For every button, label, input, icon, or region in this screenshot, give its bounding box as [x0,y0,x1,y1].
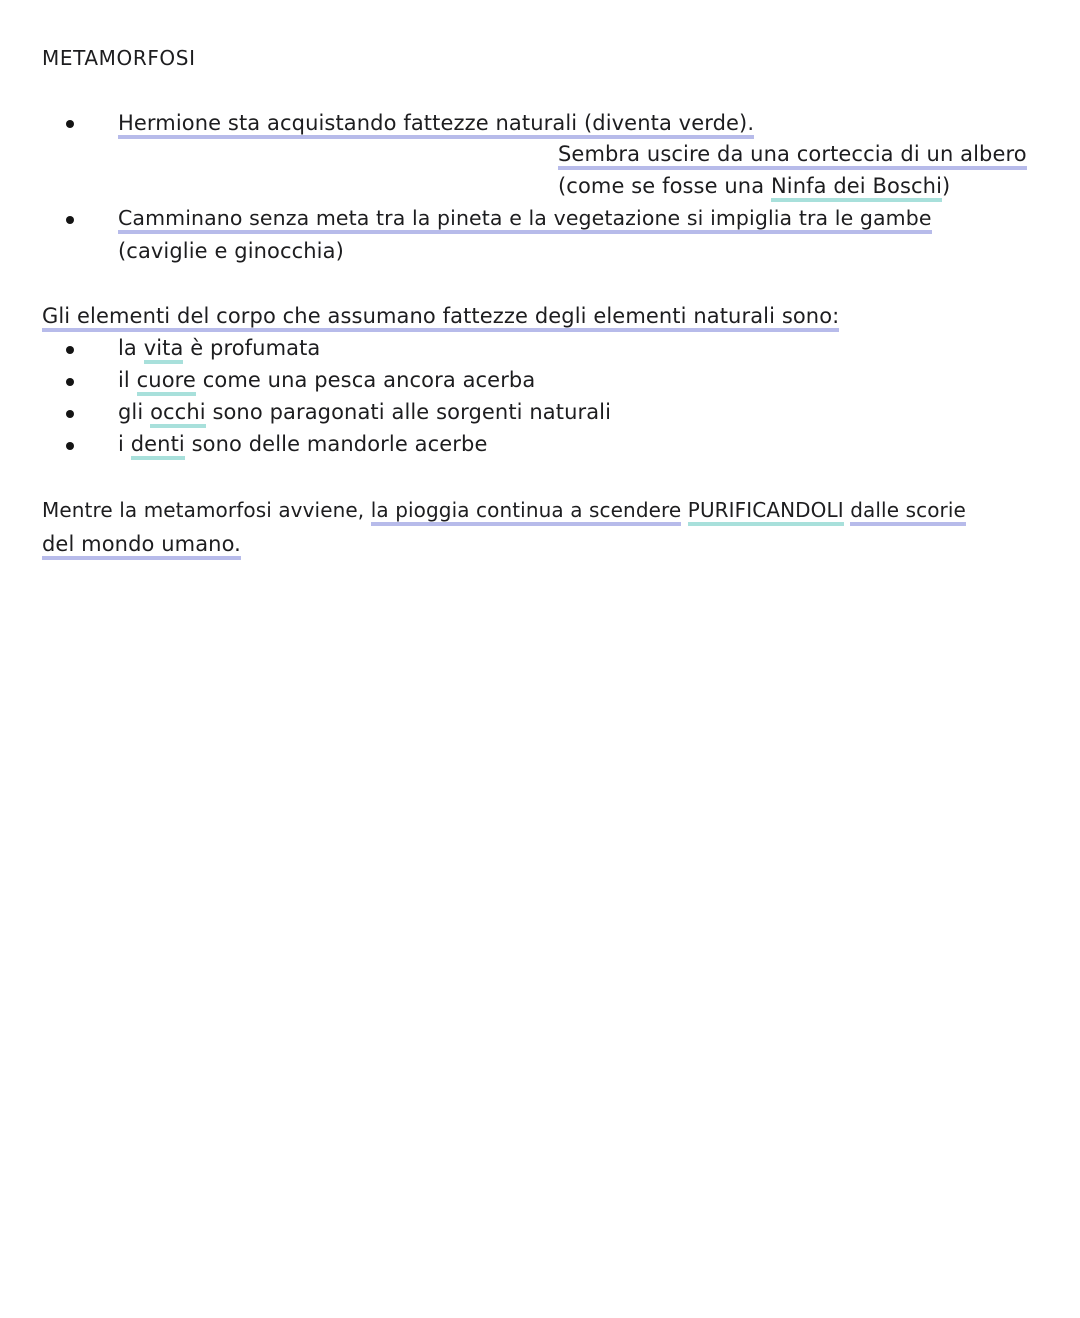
bullet-2-line-2 [118,237,344,265]
list-item-pre: il [118,368,137,392]
bullet-1-line-3 [558,172,950,200]
page-title: METAMORFOSI [42,46,196,70]
bullet-dot [66,346,74,354]
list-item-highlight: occhi [150,400,206,428]
closing-highlight-rain: la pioggia continua a scendere [371,498,682,526]
list-item [118,430,487,458]
bullet-2-line-2-text: (caviglie e ginocchia) [118,239,344,263]
closing-pre: Mentre la metamorfosi avviene, [42,498,371,522]
bullet-dot [66,442,74,450]
bullet-2-text: Camminano senza meta tra la pineta e la vegetazione si impiglia tra le gambe [118,206,932,234]
bullet-dot [66,120,74,128]
list-item-pre: gli [118,400,151,424]
bullet-1-text: Hermione sta acquistando fattezze naturali (diventa verde). [118,111,754,139]
bullet-1-line-3-highlight: Ninfa dei Boschi [771,174,942,202]
list-item-post: è profumata [183,336,321,360]
closing-space [681,498,687,522]
bullet-dot [66,378,74,386]
closing-paragraph-line-1 [42,496,966,524]
list-item-post: come una pesca ancora acerba [195,368,536,392]
list-item [118,334,320,362]
closing-highlight-purifying: PURIFICANDOLI [688,498,844,526]
list-item-highlight: cuore [137,368,196,396]
list-item-highlight: vita [144,336,184,364]
bullet-1-line-2 [558,140,1027,168]
list-item-pre: la [118,336,144,360]
list-item-highlight: denti [131,432,185,460]
bullet-1-line-2-text: Sembra uscire da una corteccia di un albero [558,142,1027,170]
bullet-dot [66,410,74,418]
bullet-1-line-1 [118,109,754,137]
list-item-pre: i [118,432,131,456]
bullet-dot [66,216,74,224]
section-heading-text: Gli elementi del corpo che assumano fattezze degli elementi naturali sono: [42,304,839,332]
list-item-post: sono paragonati alle sorgenti naturali [205,400,612,424]
list-item [118,398,611,426]
bullet-1-line-3-post: ) [942,174,951,198]
closing-paragraph-line-2 [42,530,241,558]
bullet-2-line-1 [118,204,932,232]
bullet-1-line-3-pre: (come se fosse una [558,174,771,198]
closing-highlight-waste: dalle scorie [850,498,966,526]
list-item [118,366,535,394]
closing-line-2-text: del mondo umano. [42,532,241,560]
section-heading [42,302,839,330]
list-item-post: sono delle mandorle acerbe [184,432,488,456]
